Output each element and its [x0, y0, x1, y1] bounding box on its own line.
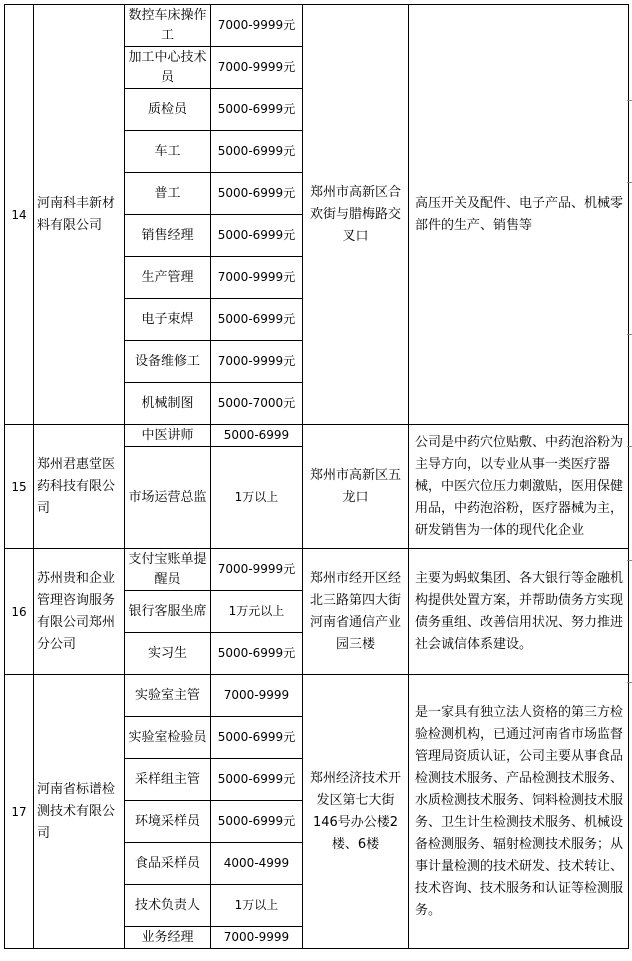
job-salary: 5000-6999元 [211, 299, 303, 341]
job-salary: 7000-9999元 [211, 257, 303, 299]
job-salary: 7000-9999元 [211, 549, 303, 591]
job-salary: 5000-6999元 [211, 173, 303, 215]
company-address: 郑州市高新区五龙口 [303, 425, 409, 549]
job-position: 银行客服坐席 [125, 591, 211, 633]
table-row [5, 549, 629, 591]
job-position: 普工 [125, 173, 211, 215]
job-position: 销售经理 [125, 215, 211, 257]
job-salary: 5000-6999元 [211, 801, 303, 843]
company-number: 16 [5, 549, 34, 675]
job-salary: 5000-6999 [211, 425, 303, 447]
job-position: 质检员 [125, 89, 211, 131]
job-salary: 5000-6999元 [211, 89, 303, 131]
job-position: 机械制图 [125, 383, 211, 425]
job-position: 食品采样员 [125, 843, 211, 885]
job-salary: 4000-4999 [211, 843, 303, 885]
company-number: 15 [5, 425, 34, 549]
table-row [5, 425, 629, 447]
job-salary: 5000-6999元 [211, 131, 303, 173]
job-position: 电子束焊 [125, 299, 211, 341]
job-position: 实验室主管 [125, 675, 211, 717]
job-position: 支付宝账单提醒员 [125, 549, 211, 591]
table-row [5, 675, 629, 717]
job-salary: 7000-9999元 [211, 47, 303, 89]
job-position: 设备维修工 [125, 341, 211, 383]
company-number: 17 [5, 675, 34, 949]
company-address: 郑州经济技术开发区第七大街146号办公楼2楼、6楼 [303, 675, 409, 949]
job-position: 市场运营总监 [125, 447, 211, 549]
margin-mark [627, 560, 632, 561]
job-position: 加工中心技术员 [125, 47, 211, 89]
job-position: 技术负责人 [125, 885, 211, 927]
margin-mark [627, 334, 632, 335]
job-position: 环境采样员 [125, 801, 211, 843]
job-position: 生产管理 [125, 257, 211, 299]
job-position: 实习生 [125, 633, 211, 675]
company-number: 14 [5, 5, 34, 425]
job-salary: 1万以上 [211, 885, 303, 927]
job-position: 车工 [125, 131, 211, 173]
company-address: 郑州市高新区合欢街与腊梅路交叉口 [303, 5, 409, 425]
company-address: 郑州市经开区经北三路第四大街河南省通信产业园三楼 [303, 549, 409, 675]
job-position: 数控车床操作工 [125, 5, 211, 47]
margin-mark [627, 682, 632, 683]
job-salary: 5000-7000元 [211, 383, 303, 425]
company-name: 河南省标谱检测技术有限公司 [34, 675, 125, 949]
margin-mark [627, 100, 632, 101]
job-salary: 5000-6999元 [211, 215, 303, 257]
job-salary: 7000-9999元 [211, 5, 303, 47]
margin-mark [627, 182, 632, 183]
job-position: 中医讲师 [125, 425, 211, 447]
company-description: 高压开关及配件、电子产品、机械零部件的生产、销售等 [409, 5, 629, 425]
job-position: 实验室检验员 [125, 717, 211, 759]
job-position: 业务经理 [125, 927, 211, 949]
company-description: 是一家具有独立法人资格的第三方检验检测机构，已通过河南省市场监督管理局资质认证，公司主要从事食品检测技术服务、产品检测技术服务、水质检测技术服务、饲料检测技术服务、卫生计生检测技术服务、机械设备检测服务、辐射检测技术服务；从事计量检测的技术研发、技术转让、技术咨询、技术服务和认证等检测服务。 [409, 675, 629, 949]
job-salary: 7000-9999 [211, 675, 303, 717]
job-salary: 1万元以上 [211, 591, 303, 633]
table-row [5, 5, 629, 47]
job-salary: 5000-6999元 [211, 717, 303, 759]
company-description: 主要为蚂蚁集团、各大银行等金融机构提供处置方案，并帮助债务方实现债务重组、改善信用状况、努力推进社会诚信体系建设。 [409, 549, 629, 675]
job-salary: 5000-6999元 [211, 633, 303, 675]
job-salary: 7000-9999 [211, 927, 303, 949]
job-salary: 5000-6999元 [211, 759, 303, 801]
company-name: 河南科丰新材料有限公司 [34, 5, 125, 425]
recruitment-table [4, 4, 629, 949]
company-name: 郑州君惠堂医药科技有限公司 [34, 425, 125, 549]
company-name: 苏州贵和企业管理咨询服务有限公司郑州分公司 [34, 549, 125, 675]
margin-mark [627, 446, 632, 447]
company-description: 公司是中药穴位贴敷、中药泡浴粉为主导方向，以专业从事一类医疗器械，中医穴位压力刺激贴，医用保健用品，中药泡浴粉，医疗器械为主，研发销售为一体的现代化企业 [409, 425, 629, 549]
job-position: 采样组主管 [125, 759, 211, 801]
job-salary: 1万以上 [211, 447, 303, 549]
job-salary: 7000-9999元 [211, 341, 303, 383]
